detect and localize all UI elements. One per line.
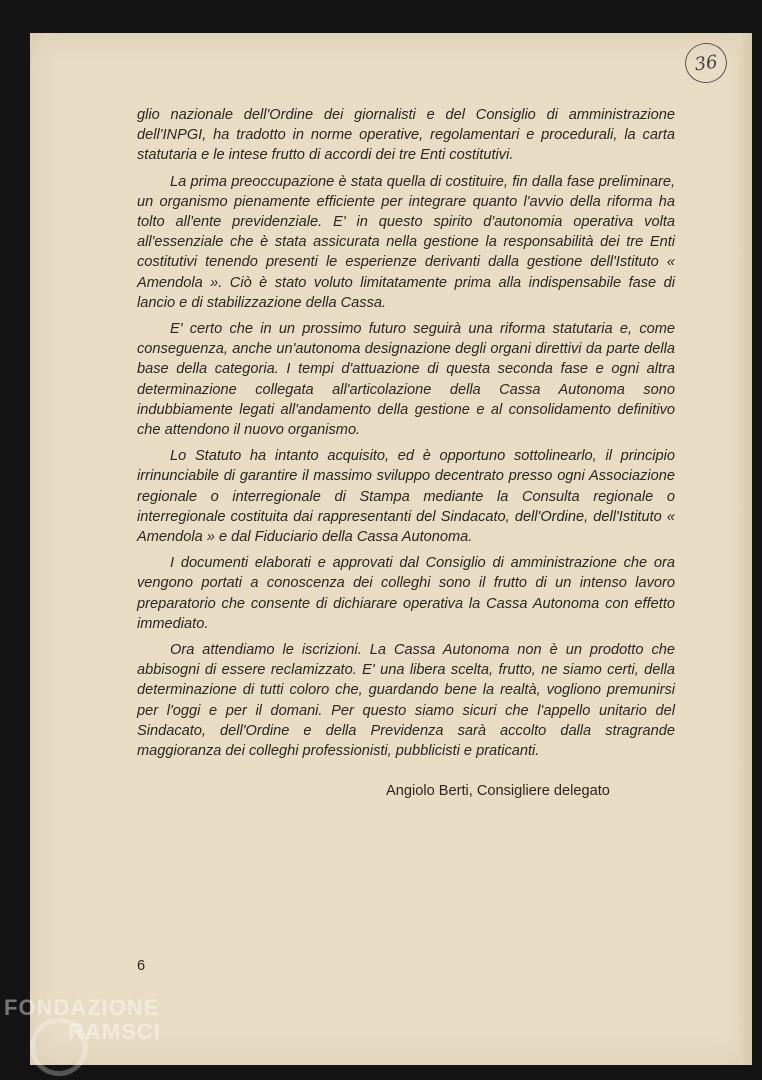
document-page (30, 33, 752, 1065)
watermark-line2: RAMSCI (68, 1019, 161, 1044)
paragraph: glio nazionale dell'Ordine dei giornalisti e del Consiglio di amministrazione dell'INPGI, ha tradotto in norme operative, regolamentari e procedurali, la carta statutaria e le intese frutto di accordi dei tre Enti costitutivi. (137, 107, 675, 164)
page-edge (738, 33, 752, 1065)
page-number: 6 (137, 958, 146, 974)
paragraph: Ora attendiamo le iscrizioni. La Cassa Autonoma non è un prodotto che abbisogni di essere reclamizzato. E' una libera scelta, frutto, ne siamo certi, della determinazione di tutti coloro che, guardando bene la realtà, vogliono premunirsi per l'oggi e per il domani. Per questo siamo sicuri che l'appello unitario del Sindacato, dell'Ordine e della Previdenza sarà accolto dalla stragrande maggioranza dei colleghi professionisti, pubblicisti e praticanti. (137, 642, 675, 760)
paragraph: E' certo che in un prossimo futuro seguirà una riforma statutaria e, come conseguenza, anche un'autonoma designazione degli organi direttivi da parte della base della categoria. I tempi d'attuazione di questa seconda fase e ogni altra determinazione collegata all'articolazione della Cassa Autonoma sono indubbiamente legati all'andamento della gestione e al consolidamento definitivo che attendono il nuovo organismo. (137, 321, 675, 439)
paragraph: I documenti elaborati e approvati dal Consiglio di amministrazione che ora vengono portati a conoscenza dei colleghi sono il frutto di un intenso lavoro preparatorio che consente di dichiarare operativa la Cassa Autonoma con effetto immediato. (137, 555, 675, 632)
body-text (137, 105, 675, 767)
watermark (4, 996, 161, 1044)
watermark-line1: FONDAZIONE (4, 995, 160, 1020)
archive-number-stamp: 36 (682, 40, 729, 85)
paragraph: La prima preoccupazione è stata quella di costituire, fin dalla fase preliminare, un organismo pienamente efficiente per integrare quanto l'avvio della riforma ha tolto all'ente previdenziale. E' in questo spirito d'autonomia operativa volta all'essenziale che è stata assicurata nella gestione la responsabilità dei tre Enti costitutivi tenendo presenti le esperienze derivanti dalla gestione dell'Istituto « Amendola ». Ciò è stato voluto limitatamente prima alla indispensabile fase di lancio e di stabilizzazione della Cassa. (137, 173, 675, 311)
signature: Angiolo Berti, Consigliere delegato (386, 783, 610, 799)
paragraph: Lo Statuto ha intanto acquisito, ed è opportuno sottolinearlo, il principio irrinunciabile di garantire il massimo sviluppo decentrato presso ogni Associazione regionale o interregionale di Stampa mediante la Consulta regionale o interregionale costituita dai rappresentanti del Sindacato, dell'Ordine, dell'Istituto « Amendola » e dal Fiduciario della Cassa Autonoma. (137, 448, 675, 546)
